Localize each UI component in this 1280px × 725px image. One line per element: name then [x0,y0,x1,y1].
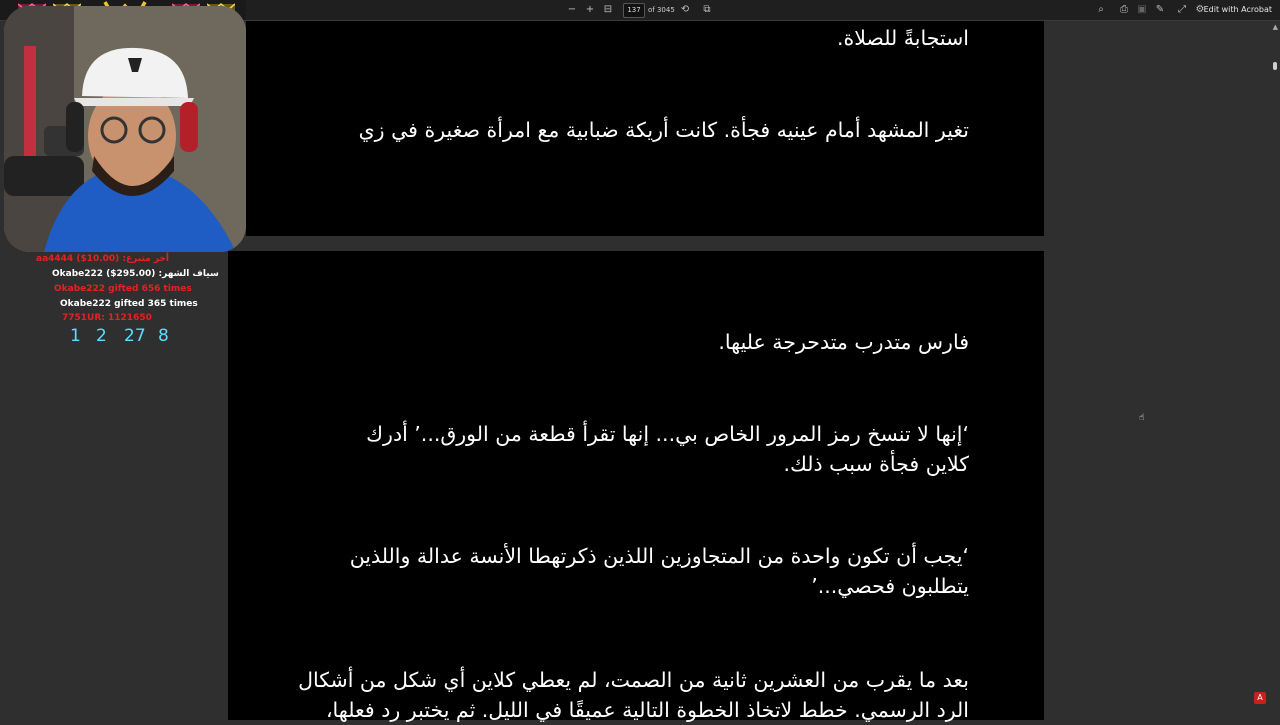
paragraph: ‘يجب أن تكون واحدة من المتجاوزين اللذين ذكرتهطا الأنسة عدالة واللذين [349,544,969,568]
paragraph: ‘إنها لا تنسخ رمز المرور الخاص بي... إنها تقرأ قطعة من الورق...’ أدرك [366,422,969,446]
rotate-icon[interactable]: ⟲ [680,4,690,15]
edit-with-acrobat-button[interactable]: Edit with Acrobat [1203,5,1272,14]
fit-page-icon[interactable]: ⊟ [603,4,613,15]
paragraph: يتطلبون فحصي...’ [811,574,969,598]
counter-value: 1 [70,326,81,346]
paragraph: بعد ما يقرب من العشرين ثانية من الصمت، لم يعطي كلاين أي شكل من أشكال [298,668,969,692]
counter-value: 2 [96,326,107,346]
paragraph: الرد الرسمي. خطط لاتخاذ الخطوة التالية عميقًا في الليل. ثم يختبر رد فعلها، [325,698,969,722]
paragraph: فارس متدرب متدحرجة عليها. [718,330,969,354]
counter-value: 27 [124,326,146,346]
counter-value: 8 [158,326,169,346]
vertical-scrollbar[interactable] [1270,21,1280,720]
gifted-subs-label: Okabe222 gifted 365 times [60,299,198,309]
paragraph: تغير المشهد أمام عينيه فجأة. كانت أريكة ضبابية مع امرأة صغيرة في زي [358,118,969,142]
zoom-out-button[interactable]: − [567,4,577,15]
page-number-input[interactable]: 137 [623,3,645,18]
page-total-label: of 3045 [648,6,675,14]
save-icon[interactable]: ▣ [1137,4,1147,15]
top-donor-month-label: Okabe222 ($295.00) :سياف الشهر [52,269,219,279]
streamer-webcam-image [4,6,246,252]
view-mode-icon[interactable]: ⧉ [703,4,711,15]
settings-icon[interactable]: ⚙ [1195,4,1205,15]
hand-cursor-icon: ☝ [1139,413,1145,423]
print-icon[interactable]: ⎙ [1120,4,1128,15]
expand-icon[interactable]: ⤢ [1178,4,1186,15]
scroll-up-icon[interactable]: ▲ [1272,23,1278,31]
webcam-feed [4,6,246,252]
pdf-page-136 [246,21,1044,236]
gifted-subs-label: Okabe222 gifted 656 times [54,284,192,294]
search-icon[interactable]: ⌕ [1098,4,1104,15]
pdf-page-137 [228,251,1044,720]
last-donor-label: aa4444 ($10.00) :أخر متبرع [36,254,170,264]
edit-icon[interactable]: ✎ [1155,4,1165,15]
zoom-in-button[interactable]: + [585,4,595,15]
paragraph: استجابةً للصلاة. [836,26,969,50]
acrobat-icon[interactable]: A [1254,692,1266,704]
counter-label: 7751UR: 1121650 [62,313,152,323]
scrollbar-thumb[interactable] [1273,62,1277,70]
paragraph: كلاين فجأة سبب ذلك. [783,452,969,476]
